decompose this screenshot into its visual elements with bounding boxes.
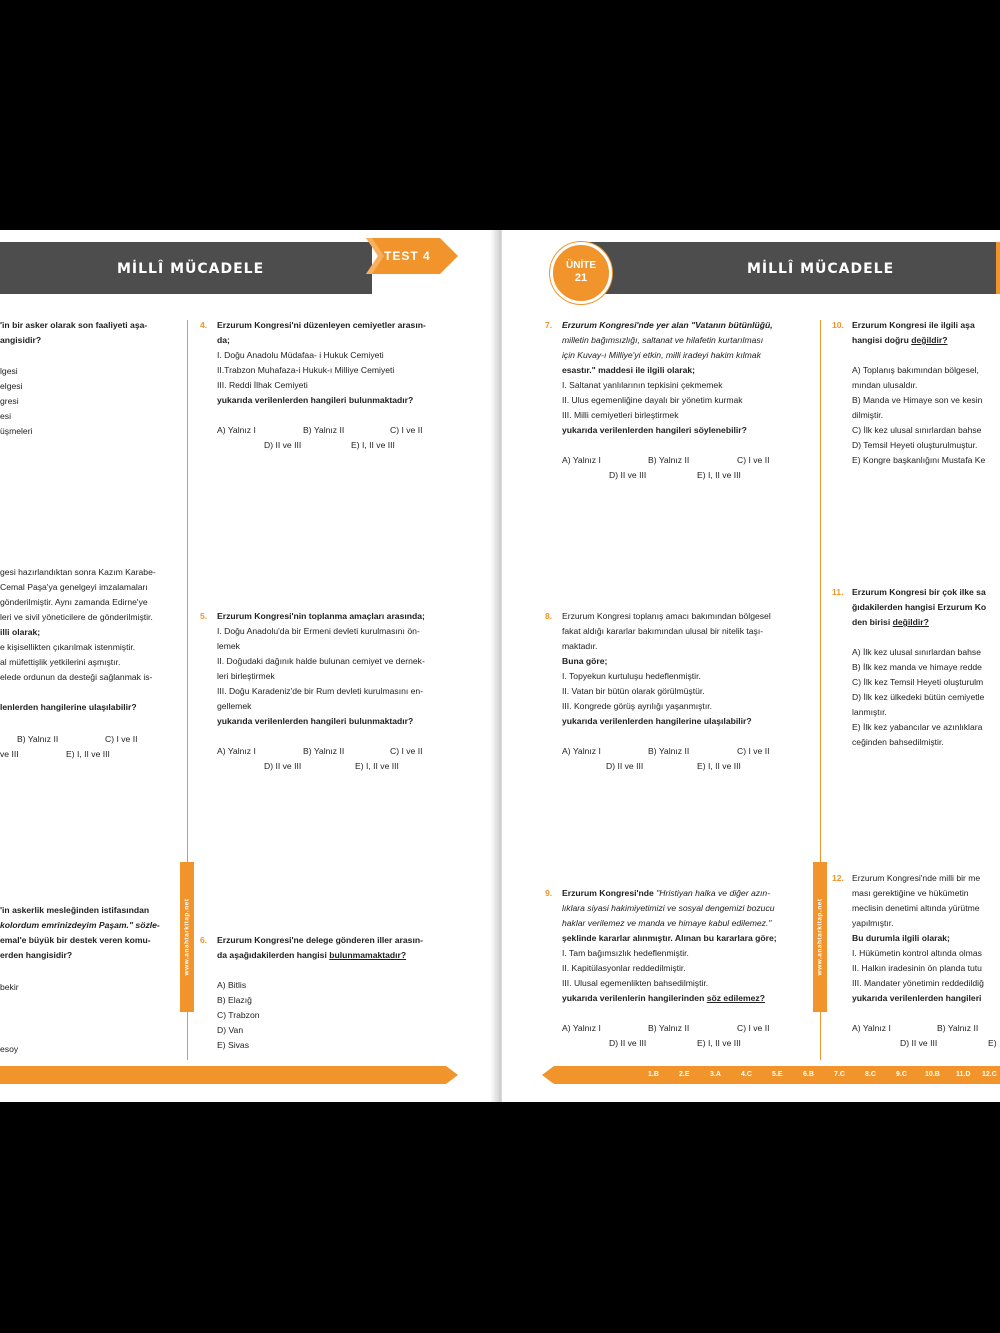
question-7: 7. Erzurum Kongresi'nde yer alan "Vatanın bütünlüğü, milletin bağımsızlığı, saltanat ve hilafetin kurtarılması için Kuvay-ı Milliye'yi etkin, milli iradeyi hakim kılmak esastır." maddesi ile ilgili olarak; I. Saltanat yanlılarının tepkisini çekmemek II. Ulus egemenliğine dayalı bir yönetim kurmak III. Milli cemiyetleri birleştirmek yukarıda verilenlerden hangileri söylenebilir? A) Yalnız I B) Yalnız II C) I ve II D) II ve III E) I, II ve III: [545, 318, 813, 483]
right-header-title: MİLLÎ MÜCADELE: [747, 261, 895, 277]
answer-key-item: 8.C: [865, 1071, 876, 1078]
fragment: emal'e büyük bir destek veren komu-: [0, 935, 151, 945]
test-tag-label: TEST 4: [384, 249, 431, 263]
question-10: 10. Erzurum Kongresi ile ilgili aşa hangisi doğru değildir? A) Toplanış bakımından bölgesel, mından ulusaldır. B) Manda ve Himaye son ve kesin dilmiştir. C) İlk kez ulusal sınırlardan bahse D) Temsil Heyeti oluşturulmuştur. E) Kongre başkanlığını Mustafa Ke: [832, 320, 986, 465]
fragment: 'in askerlik mesleğinden istifasından: [0, 905, 150, 915]
answer-options: A) Yalnız I B) Yalnız II C) I ve II: [217, 425, 423, 435]
answer-key-item: 4.C: [741, 1071, 752, 1078]
right-page: [502, 230, 1000, 1102]
answer-key: [542, 1066, 1000, 1084]
right-header-accent: [996, 242, 1000, 294]
answer-key-item: 9.C: [896, 1071, 907, 1078]
fragment: üşmeleri: [0, 426, 33, 436]
answer-key-item: 7.C: [834, 1071, 845, 1078]
fragment: lenlerden hangilerine ulaşılabilir?: [0, 702, 137, 712]
left-url-strip: www.anahtarkitap.net: [180, 862, 194, 1012]
fragment: lgesi: [0, 366, 18, 376]
question-9: 9. Erzurum Kongresi'nde "Hristiyan halka ve diğer azın- lıklara siyasi hakimiyetimizi ve sosyal dengemizi bozucu haklar verilemez ve manda ve himaye kabul edilemez." şeklinde kararlar alınmıştır. Alınan bu kararlara göre; I. Tam bağımsızlık hedeflenmiştir. II. Kapitülasyonlar reddedilmiştir. III. Ulusal egemenlikten bahsedilmiştir. yukarıda verilenlerin hangilerinden söz edilemez? A) Yalnız I B) Yalnız II C) I ve II D) II ve III E) I, II ve III: [545, 886, 813, 1051]
answer-options: A) Yalnız I B) Yalnız II: [852, 1023, 979, 1033]
fragment: C) I ve II: [105, 734, 138, 744]
fragment: B) Yalnız II: [17, 734, 59, 744]
answer-key-item: 12.C: [982, 1071, 997, 1078]
fragment: E) I, II ve III: [66, 749, 110, 759]
left-header-title: MİLLÎ MÜCADELE: [117, 261, 265, 277]
fragment: bekir: [0, 982, 19, 992]
question-6: 6. Erzurum Kongresi'ne delege gönderen iller arasın- da aşağıdakilerden hangisi bulunmamaktadır? A) Bitlis B) Elazığ C) Trabzon D) Van E) Sivas: [200, 935, 423, 1050]
question-5: 5. Erzurum Kongresi'nin toplanma amaçları arasında; I. Doğu Anadolu'da bir Ermeni devleti kurulmasını ön- lemek II. Doğudaki dağınık halde bulunan cemiyet ve dernek- leri birleştirmek III. Doğu Karadeniz'de bir Rum devleti kurulmasını en- gellemek yukarıda verilenlerden hangileri bulunmaktadır? A) Yalnız I B) Yalnız II C) I ve II D) II ve III E) I, II ve III: [200, 609, 460, 774]
fragment: erden hangisidir?: [0, 950, 73, 960]
fragment: e kişisellikten çıkarılmak istenmiştir.: [0, 642, 136, 652]
answer-key-item: 6.B: [803, 1071, 814, 1078]
fragment: elede ordunun da desteği sağlanmak is-: [0, 672, 153, 682]
question-11: 11. Erzurum Kongresi bir çok ilke sa ğıdakilerden hangisi Erzurum Ko den birisi değildir? A) İlk kez ulusal sınırlardan bahse B) İlk kez manda ve himaye redde C) İlk kez Temsil Heyeti oluşturulm D) İlk kez ülkedeki bütün cemiyetle lanmıştır. E) İlk kez yabancılar ve azınlıklara ceğinden bahsedilmiştir.: [832, 587, 987, 747]
right-header-bar: [577, 242, 1000, 294]
answer-key-item: 10.B: [925, 1071, 940, 1078]
fragment: gesi hazırlandıktan sonra Kazım Karabe-: [0, 567, 156, 577]
fragment: leri ve sivil yöneticilere de gönderilmiştir.: [0, 612, 153, 622]
fragment: gresi: [0, 396, 19, 406]
answer-key-item: 1.B: [648, 1071, 659, 1078]
unite-badge: ÜNİTE 21: [550, 242, 612, 304]
fragment: ve III: [0, 749, 19, 759]
question-8: 8. Erzurum Kongresi toplanış amacı bakımından bölgesel fakat aldığı kararlar bakımından ulusal bir nitelik taşı- maktadır. Buna göre; I. Topyekun kurtuluşu hedeflenmiştir. II. Vatan bir bütün olarak görülmüştür. III. Kongrede görüş ayrılığı yaşanmıştır. yukarıda verilenlerden hangilerine ulaşılabilir? A) Yalnız I B) Yalnız II C) I ve II D) II ve III E) I, II ve III: [545, 609, 813, 774]
fragment: 'in bir asker olarak son faaliyeti aşa-: [0, 320, 148, 330]
answer-key-item: 2.E: [679, 1071, 690, 1078]
answer-options: A) Yalnız I B) Yalnız II C) I ve II: [217, 746, 423, 756]
answer-options: A) Yalnız I B) Yalnız II C) I ve II: [562, 1023, 770, 1033]
fragment: kolordum emrinizdeyim Paşam." sözle-: [0, 920, 160, 930]
fragment: gönderilmiştir. Aynı zamanda Edirne'ye: [0, 597, 148, 607]
answer-key-item: 3.A: [710, 1071, 721, 1078]
right-url-strip: www.anahtarkitap.net: [813, 862, 827, 1012]
fragment: angisidir?: [0, 335, 42, 345]
fragment: al müfettişlik yetkilerini aşmıştır.: [0, 657, 121, 667]
question-number: 4.: [200, 320, 208, 330]
question-4: 4. Erzurum Kongresi'ni düzenleyen cemiyetler arasın- da; I. Doğu Anadolu Müdafaa- i Hukuk Cemiyeti II.Trabzon Muhafaza-i Hukuk-ı Milliye Cemiyeti III. Reddi İlhak Cemiyeti yukarıda verilenlerden hangileri bulunmaktadır? A) Yalnız I B) Yalnız II C) I ve II D) II ve III E) I, II ve III: [200, 318, 460, 453]
left-footer-bar: [0, 1066, 458, 1084]
answer-key-item: 11.D: [956, 1071, 971, 1078]
answer-key-item: 5.E: [772, 1071, 783, 1078]
fragment: esi: [0, 411, 11, 421]
fragment: elgesi: [0, 381, 23, 391]
fragment: esoy: [0, 1044, 19, 1054]
fragment: Cemal Paşa'ya genelgeyi imzalamaları: [0, 582, 148, 592]
answer-options: A) Yalnız I B) Yalnız II C) I ve II: [562, 455, 770, 465]
fragment: illi olarak;: [0, 627, 41, 637]
left-page: [0, 230, 498, 1102]
answer-options: A) Yalnız I B) Yalnız II C) I ve II: [562, 746, 770, 756]
question-12: 12. Erzurum Kongresi'nde milli bir me ması gerektiğine ve hükümetin meclisin denetimi altında yürütme yapılmıştır. Bu durumla ilgili olarak; I. Hükümetin kontrol altında olmas II. Halkın iradesinin ön planda tutu III. Mandater yönetimin reddedildiğ yukarıda verilenlerden hangileri A) Yalnız I B) Yalnız II D) II ve III E): [832, 871, 1000, 1051]
left-header-bar: [0, 242, 372, 294]
